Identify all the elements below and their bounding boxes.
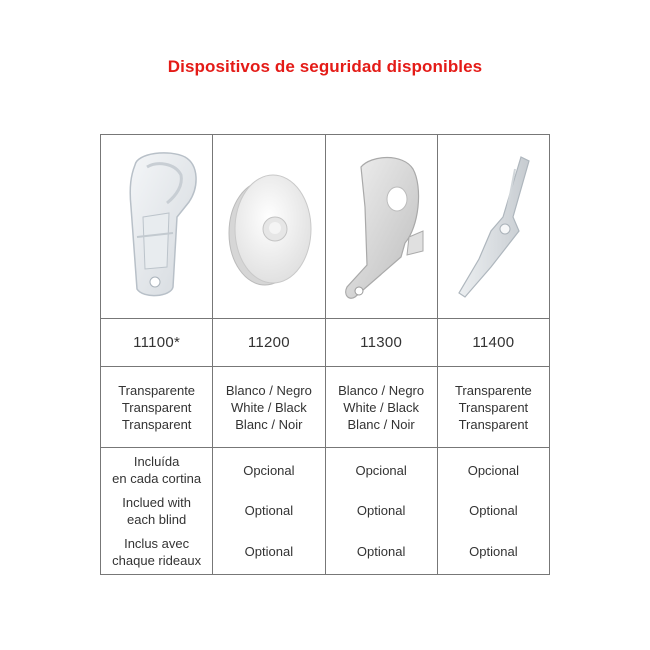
color-fr: Blanc / Noir xyxy=(235,416,303,432)
color-es: Blanco / Negro xyxy=(225,382,312,398)
color-en: Transparent xyxy=(121,399,192,415)
product-code: 11300 xyxy=(325,319,437,367)
product-image-cell xyxy=(325,135,437,319)
color-fr: Transparent xyxy=(458,416,529,432)
color-en: Transparent xyxy=(458,399,529,415)
availability-cell xyxy=(437,448,549,575)
color-cell xyxy=(437,367,549,448)
color-en: White / Black xyxy=(343,399,420,415)
availability-en: Optional xyxy=(244,503,294,519)
product-code: 11200 xyxy=(213,319,325,367)
availability-es: Opcional xyxy=(467,462,520,478)
transparent-clip-icon xyxy=(107,147,207,307)
availability-cell xyxy=(101,448,213,575)
color-cell xyxy=(101,367,213,448)
products-table xyxy=(100,134,550,575)
color-row xyxy=(101,367,550,448)
color-cell xyxy=(325,367,437,448)
product-image-cell xyxy=(437,135,549,319)
color-fr: Blanc / Noir xyxy=(347,416,415,432)
color-es: Blanco / Negro xyxy=(338,382,425,398)
product-code: 11400 xyxy=(437,319,549,367)
availability-row xyxy=(101,448,550,575)
availability-fr: Optional xyxy=(469,544,518,560)
bracket-hook-icon xyxy=(331,147,431,307)
availability-es: Opcional xyxy=(355,462,407,478)
color-en: White / Black xyxy=(230,399,307,415)
color-cell xyxy=(213,367,325,448)
code-row xyxy=(101,319,550,367)
color-es: Transparente xyxy=(118,382,196,398)
availability-en: Optional xyxy=(356,503,406,519)
availability-en: Optional xyxy=(469,503,518,519)
availability-cell xyxy=(325,448,437,575)
transparent-tab-icon xyxy=(443,147,543,307)
availability-fr: Optional xyxy=(244,544,294,560)
image-row xyxy=(101,135,550,319)
availability-en: Inclued with each blind xyxy=(122,494,191,527)
color-es: Transparente xyxy=(454,382,532,398)
availability-es: Incluída en cada cortina xyxy=(112,454,202,487)
round-button-icon xyxy=(219,147,319,307)
availability-es: Opcional xyxy=(243,462,295,478)
product-image-cell xyxy=(213,135,325,319)
color-fr: Transparent xyxy=(121,416,192,432)
product-code: 11100* xyxy=(101,319,213,367)
page-title: Dispositivos de seguridad disponibles xyxy=(167,57,483,76)
availability-cell xyxy=(213,448,325,575)
availability-fr: Optional xyxy=(356,544,406,560)
availability-fr: Inclus avec chaque rideaux xyxy=(112,535,202,568)
product-image-cell xyxy=(101,135,213,319)
